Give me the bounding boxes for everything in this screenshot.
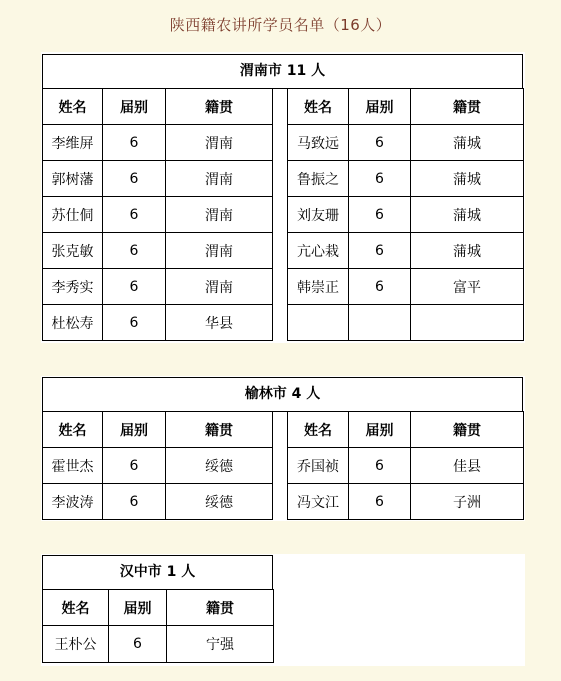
student-name: 张克敏: [43, 233, 103, 269]
table-header-row: [288, 89, 524, 125]
table-row: [43, 448, 273, 484]
table-row: [43, 305, 273, 341]
student-name: 刘友珊: [288, 197, 349, 233]
table-row: [288, 233, 524, 269]
column-header-session: 届别: [349, 89, 411, 125]
student-name: 杜松寿: [43, 305, 103, 341]
section-gap: [41, 521, 525, 554]
table-row: [288, 484, 524, 520]
column-header-name: 姓名: [288, 412, 349, 448]
column-header-name: 姓名: [288, 89, 349, 125]
roster-table-yulin-left: [42, 411, 273, 520]
column-header-session: 届别: [103, 89, 166, 125]
table-row: [43, 125, 273, 161]
student-session: [349, 305, 411, 341]
student-session: 6: [103, 125, 166, 161]
table-row: [288, 269, 524, 305]
student-session: 6: [349, 197, 411, 233]
table-row: [288, 448, 524, 484]
table-row: [288, 125, 524, 161]
column-header-session: 届别: [103, 412, 166, 448]
student-name: 李秀实: [43, 269, 103, 305]
student-session: 6: [103, 448, 166, 484]
table-header-row: [43, 89, 273, 125]
table-header-row: [43, 590, 274, 626]
student-name: 苏仕侗: [43, 197, 103, 233]
student-hometown: 绥德: [166, 484, 273, 520]
student-hometown: 渭南: [166, 269, 273, 305]
column-header-name: 姓名: [43, 590, 109, 626]
table-row: [43, 484, 273, 520]
roster-table-weinan-left: [42, 88, 273, 341]
roster-table-weinan-right: [287, 88, 524, 341]
column-header-name: 姓名: [43, 412, 103, 448]
student-session: 6: [103, 197, 166, 233]
table-row: [43, 233, 273, 269]
table-header-row: [288, 412, 524, 448]
table-row: [288, 305, 524, 341]
student-name: 冯文江: [288, 484, 349, 520]
student-hometown: 蒲城: [411, 125, 524, 161]
student-hometown: 宁强: [167, 626, 274, 663]
student-session: 6: [349, 161, 411, 197]
student-session: 6: [349, 125, 411, 161]
student-name: 鲁振之: [288, 161, 349, 197]
table-header-row: [43, 412, 273, 448]
roster-table-hanzhong: [42, 589, 274, 663]
student-hometown: 渭南: [166, 125, 273, 161]
student-session: 6: [103, 161, 166, 197]
student-hometown: 蒲城: [411, 233, 524, 269]
column-header-hometown: 籍贯: [167, 590, 274, 626]
roster-table-yulin-right: [287, 411, 524, 520]
student-session: 6: [103, 233, 166, 269]
column-header-hometown: 籍贯: [166, 89, 273, 125]
student-name: 霍世杰: [43, 448, 103, 484]
student-name: [288, 305, 349, 341]
column-header-hometown: 籍贯: [166, 412, 273, 448]
student-session: 6: [349, 269, 411, 305]
student-session: 6: [103, 269, 166, 305]
student-hometown: 绥德: [166, 448, 273, 484]
student-session: 6: [103, 484, 166, 520]
section-heading-hanzhong: 汉中市 1 人: [42, 555, 273, 590]
student-hometown: 蒲城: [411, 197, 524, 233]
student-name: 郭树藩: [43, 161, 103, 197]
student-name: 乔国祯: [288, 448, 349, 484]
student-hometown: [411, 305, 524, 341]
student-hometown: 渭南: [166, 161, 273, 197]
student-hometown: 蒲城: [411, 161, 524, 197]
section-heading-yulin: 榆林市 4 人: [42, 377, 523, 412]
column-header-session: 届别: [109, 590, 167, 626]
student-session: 6: [349, 233, 411, 269]
table-row: [43, 269, 273, 305]
student-hometown: 佳县: [411, 448, 524, 484]
column-header-hometown: 籍贯: [411, 412, 524, 448]
student-name: 王朴公: [43, 626, 109, 663]
student-name: 韩崇正: [288, 269, 349, 305]
student-name: 亢心栽: [288, 233, 349, 269]
table-row: [288, 161, 524, 197]
student-hometown: 渭南: [166, 197, 273, 233]
section-heading-weinan: 渭南市 11 人: [42, 54, 523, 89]
student-hometown: 子洲: [411, 484, 524, 520]
table-row: [43, 626, 274, 663]
page-title: 陕西籍农讲所学员名单（16人）: [169, 16, 392, 34]
column-header-hometown: 籍贯: [411, 89, 524, 125]
table-row: [43, 161, 273, 197]
section-gap: [41, 343, 525, 376]
column-header-name: 姓名: [43, 89, 103, 125]
student-hometown: 华县: [166, 305, 273, 341]
student-name: 李波涛: [43, 484, 103, 520]
student-session: 6: [349, 484, 411, 520]
student-hometown: 富平: [411, 269, 524, 305]
student-session: 6: [349, 448, 411, 484]
student-hometown: 渭南: [166, 233, 273, 269]
table-row: [43, 197, 273, 233]
column-header-session: 届别: [349, 412, 411, 448]
student-session: 6: [109, 626, 167, 663]
student-name: 马致远: [288, 125, 349, 161]
student-session: 6: [103, 305, 166, 341]
student-name: 李维屏: [43, 125, 103, 161]
table-row: [288, 197, 524, 233]
